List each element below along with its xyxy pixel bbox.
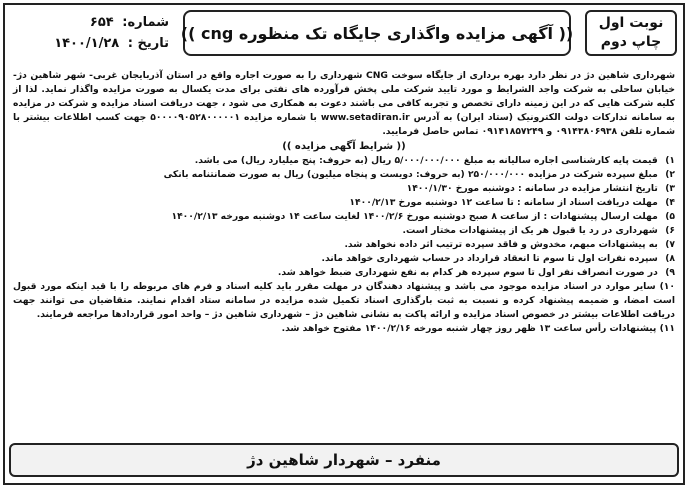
tender-notice (3, 3, 685, 485)
item-number: ۴) (665, 197, 675, 208)
item-number: ۶) (665, 225, 675, 236)
list-item (13, 210, 675, 224)
notice-header (5, 5, 683, 63)
notice-title-box (180, 10, 574, 56)
signature-footer (9, 443, 679, 477)
notice-title: (( آگهی مزایده واگذاری جایگاه تک منظوره cng )) (180, 23, 574, 43)
list-item (13, 238, 675, 252)
item-number: ۷) (665, 239, 675, 250)
notice-body (13, 69, 675, 336)
item-text: تاریخ انتشار مزایده در سامانه : دوشنبه مورخ ۱۴۰۰/۱/۳۰ (406, 183, 658, 194)
item-number: ۱) (665, 155, 675, 166)
item-number: ۱۰) (659, 281, 675, 292)
item-text: در صورت انصراف نفر اول تا سوم سپرده هر کدام به نفع شهرداری ضبط خواهد شد. (277, 267, 658, 278)
list-item (13, 280, 675, 322)
item-text: قیمت پایه کارشناسی اجاره سالیانه به مبلغ ۵/۰۰۰/۰۰۰/۰۰۰ ریال (به حروف: پنج میلیارد ریال) می باشد. (194, 155, 658, 166)
intro-paragraph: شهرداری شاهین دژ در نظر دارد بهره برداری از جایگاه سوخت CNG شهرداری را به صورت اجاره واقع در استان آذربایجان غربی- شهر شاهین دژ- خیابان ساحلی به شرکت واجد الشرایط و مورد تایید شرکت ملی پخش فرآورده های نفتی برای مدت یکسال به صورت مزایده واگذار نماید. لذا از کلیه شرکت هایی که در این زمینه دارای تخصص و تجربه کافی می باشند دعوت به همکاری می شود ، جهت دریافت اسناد مزایده و شرکت در مزایده به سامانه تدارکات دولت الکترونیک (ستاد ایران) به آدرس www.setadiran.ir با شماره مزایده ۵۰۰۰۰۹۰۵۲۸۰۰۰۰۰۱ جهت کسب اطلاعات بیشتر با شماره تلفن ۰۹۱۴۳۸۰۶۹۳۸ و ۰۹۱۴۱۸۵۷۲۴۹ تماس حاصل فرمایید. (13, 70, 675, 137)
publication-round: نوبت اول (598, 15, 664, 31)
list-item (13, 224, 675, 238)
reference-date-label: تاریخ : (127, 36, 169, 51)
reference-date: ۱۴۰۰/۱/۲۸ (54, 36, 120, 51)
print-round: چاپ دوم (600, 34, 662, 50)
list-item (13, 322, 675, 336)
conditions-list (13, 154, 675, 336)
list-item (13, 168, 675, 182)
item-text: سپرده نفرات اول تا سوم تا انعقاد قرارداد در حساب شهرداری خواهد ماند. (321, 253, 658, 264)
item-number: ۲) (665, 169, 675, 180)
list-item (13, 196, 675, 210)
list-item (13, 154, 675, 168)
reference-box (11, 10, 169, 56)
item-text: پیشنهادات رأس ساعت ۱۳ ظهر روز چهار شنبه مورخه ۱۴۰۰/۲/۱۶ مفتوح خواهد شد. (281, 323, 657, 334)
item-text: سایر موارد در اسناد مزایده موجود می باشد و پیشنهاد دهندگان در مهلت مقرر باید کلیه اسناد و فرم های مربوطه را با قید اینکه مورد قبول است امضا، و ضمیمه پیشنهاد کرده و نسبت به ثبت بارگذاری اسناد تکمیل شده مزایده در سامانه ستاد اقدام نمایند. متقاضیان می توانند جهت دریافت اطلاعات بیشتر در خصوص اسناد مزایده و ارائه پاکت به نشانی شاهین دژ – شهرداری شاهین دژ – واحد امور قراردادها مراجعه فرمایند. (13, 281, 675, 320)
item-number: ۵) (665, 211, 675, 222)
reference-date-row (54, 33, 169, 54)
reference-number-row (90, 12, 169, 33)
item-number: ۸) (665, 253, 675, 264)
list-item (13, 182, 675, 196)
item-text: شهرداری در رد یا قبول هر یک از پیشنهادات مختار است. (402, 225, 658, 236)
publication-round-box (585, 10, 677, 56)
item-text: مبلغ سپرده شرکت در مزایده ۲۵۰/۰۰۰/۰۰۰ (به حروف: دویست و پنجاه میلیون) ریال به صورت ضمانتنامه بانکی (163, 169, 658, 180)
item-number: ۱۱) (659, 323, 675, 334)
conditions-title: (( شرایط آگهی مزایده )) (282, 141, 406, 152)
reference-number: ۶۵۴ (89, 15, 114, 30)
item-text: به پیشنهادات مبهم، مخدوش و فاقد سپرده ترتیب اثر داده نخواهد شد. (344, 239, 658, 250)
item-text: مهلت ارسال پیشنهادات : از ساعت ۸ صبح دوشنبه مورخ ۱۴۰۰/۲/۶ لغایت ساعت ۱۴ دوشنبه مورخه ۱۴۰۰/۲/۱۳ (171, 211, 658, 222)
list-item (13, 266, 675, 280)
item-number: ۹) (665, 267, 675, 278)
signatory: منفرد – شهردار شاهین دژ (247, 451, 441, 469)
item-number: ۳) (665, 183, 675, 194)
list-item (13, 252, 675, 266)
item-text: مهلت دریافت اسناد از سامانه : تا ساعت ۱۲ دوشنبه مورخ ۱۴۰۰/۲/۱۳ (349, 197, 658, 208)
reference-number-label: شماره: (122, 15, 169, 30)
